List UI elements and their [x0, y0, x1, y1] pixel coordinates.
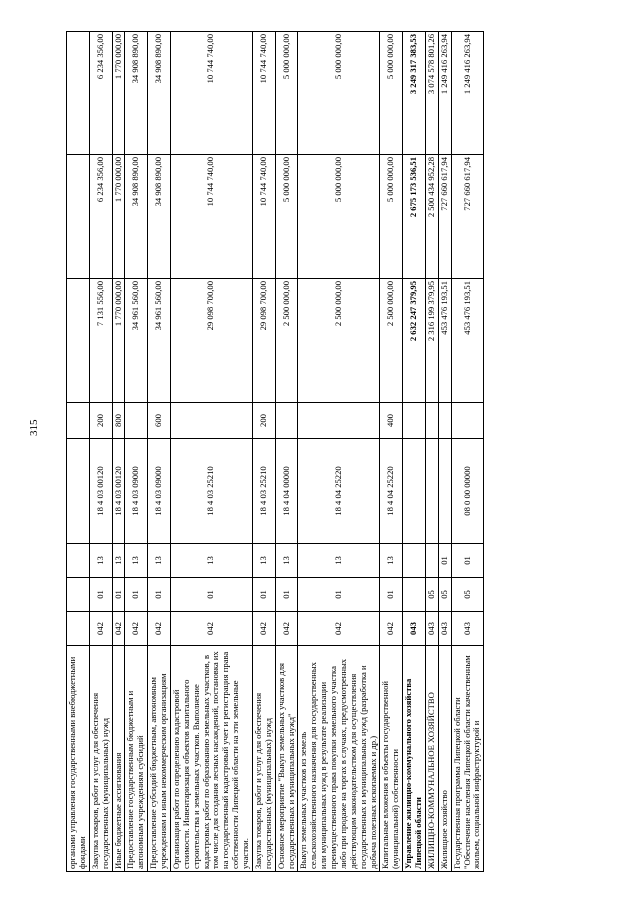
table-row: [252, 32, 275, 872]
ministry-code-cell: 042: [112, 612, 125, 646]
amount-year2-cell: 5 000 000,00: [380, 155, 403, 279]
amount-year3-cell: 10 744 740,00: [170, 32, 252, 155]
amount-year1-cell: 7 131 556,00: [89, 279, 112, 403]
table-row: [380, 32, 403, 872]
row-name-cell: Жилищное хозяйство: [438, 646, 451, 872]
row-name-cell: Организация работ по определению кадастровой стоимости. Инвентаризация объектов капитального строительства и земельных участков. Выполнение кадастровых работ по образованию земельных участков, в том числе для создания лесных насаждений, постановка их на государственный кадастровый учет и регистрация права собственности Липецкой области на эти земельные участки.: [170, 646, 252, 872]
amount-year3-cell: 5 000 000,00: [275, 32, 298, 155]
ministry-code-cell: 042: [252, 612, 275, 646]
subsection-cell: [67, 544, 90, 578]
target-article-cell: 18 4 03 00120: [89, 439, 112, 544]
section-cell: 01: [148, 578, 171, 612]
amount-year1-cell: [67, 279, 90, 403]
expense-type-cell: [67, 403, 90, 439]
table-row: [451, 32, 484, 872]
section-cell: 05: [438, 578, 451, 612]
amount-year1-cell: 453 476 193,51: [438, 279, 451, 403]
amount-year3-cell: [67, 32, 90, 155]
amount-year2-cell: 34 908 890,00: [125, 155, 148, 279]
expense-type-cell: 800: [112, 403, 125, 439]
table-row: [298, 32, 380, 872]
ministry-code-cell: 043: [403, 612, 426, 646]
expense-type-cell: [451, 403, 484, 439]
section-cell: 01: [252, 578, 275, 612]
ministry-code-cell: 042: [275, 612, 298, 646]
ministry-code-cell: 042: [125, 612, 148, 646]
row-name-cell: органами управления государственными внебюджетными фондами: [67, 646, 90, 872]
amount-year3-cell: 1 249 416 263,94: [451, 32, 484, 155]
target-article-cell: 18 4 03 25210: [170, 439, 252, 544]
amount-year2-cell: [67, 155, 90, 279]
table-row: [125, 32, 148, 872]
target-article-cell: 18 4 03 25210: [252, 439, 275, 544]
amount-year1-cell: 2 500 000,00: [275, 279, 298, 403]
row-name-cell: Закупка товаров, работ и услуг для обеспечения государственных (муниципальных) нужд: [89, 646, 112, 872]
budget-table-body: [67, 32, 484, 872]
amount-year1-cell: 453 476 193,51: [451, 279, 484, 403]
section-cell: 05: [425, 578, 438, 612]
expense-type-cell: 600: [148, 403, 171, 439]
table-row: [112, 32, 125, 872]
amount-year2-cell: 1 770 000,00: [112, 155, 125, 279]
amount-year1-cell: 2 500 000,00: [298, 279, 380, 403]
section-cell: 01: [112, 578, 125, 612]
section-cell: 05: [451, 578, 484, 612]
amount-year3-cell: 34 908 890,00: [148, 32, 171, 155]
subsection-cell: 13: [148, 544, 171, 578]
ministry-code-cell: 043: [425, 612, 438, 646]
row-name-cell: Выкуп земельных участков из земель сельскохозяйственного назначения для государственных или муниципальных нужд в результате реализации преимущественного права покупки земельного участка либо при продаже на торгах в случаях, предусмотренных действующим законодательством для осуществления государственных и муниципальных нужд (разработка и добыча полезных ископаемых и др.): [298, 646, 380, 872]
amount-year1-cell: 2 316 199 379,95: [425, 279, 438, 403]
expense-type-cell: 400: [380, 403, 403, 439]
expense-type-cell: [425, 403, 438, 439]
budget-table: [66, 31, 484, 872]
subsection-cell: 13: [170, 544, 252, 578]
table-row: [170, 32, 252, 872]
amount-year1-cell: 34 961 560,00: [125, 279, 148, 403]
target-article-cell: 18 4 04 25220: [298, 439, 380, 544]
amount-year3-cell: 1 770 000,00: [112, 32, 125, 155]
amount-year1-cell: 2 500 000,00: [380, 279, 403, 403]
section-cell: 01: [125, 578, 148, 612]
row-name-cell: Закупка товаров, работ и услуг для обеспечения государственных (муниципальных) нужд: [252, 646, 275, 872]
subsection-cell: 13: [89, 544, 112, 578]
table-row: [438, 32, 451, 872]
expense-type-cell: [298, 403, 380, 439]
amount-year1-cell: 29 098 700,00: [252, 279, 275, 403]
ministry-code-cell: 042: [380, 612, 403, 646]
row-name-cell: Предоставление государственным бюджетным и автономным учреждениям субсидий: [125, 646, 148, 872]
table-row: [67, 32, 90, 872]
row-name-cell: Государственная программа Липецкой области "Обеспечение населения Липецкой области качественным жильем, социальной инфраструктурой и: [451, 646, 484, 872]
amount-year1-cell: 1 770 000,00: [112, 279, 125, 403]
ministry-code-cell: 042: [89, 612, 112, 646]
expense-type-cell: [438, 403, 451, 439]
expense-type-cell: [275, 403, 298, 439]
amount-year2-cell: 5 000 000,00: [298, 155, 380, 279]
amount-year2-cell: 2 675 173 536,51: [403, 155, 426, 279]
amount-year2-cell: 10 744 740,00: [252, 155, 275, 279]
section-cell: [67, 578, 90, 612]
amount-year3-cell: 34 908 890,00: [125, 32, 148, 155]
amount-year2-cell: 6 234 356,00: [89, 155, 112, 279]
table-row: [148, 32, 171, 872]
amount-year3-cell: 10 744 740,00: [252, 32, 275, 155]
amount-year3-cell: 5 000 000,00: [380, 32, 403, 155]
subsection-cell: [403, 544, 426, 578]
subsection-cell: 13: [125, 544, 148, 578]
amount-year2-cell: 2 500 434 952,28: [425, 155, 438, 279]
row-name-cell: Управление жилищно-коммунального хозяйства Липецкой области: [403, 646, 426, 872]
subsection-cell: 13: [380, 544, 403, 578]
subsection-cell: [425, 544, 438, 578]
table-row: [275, 32, 298, 872]
page-number: 315: [28, 419, 40, 436]
amount-year3-cell: 1 249 416 263,94: [438, 32, 451, 155]
section-cell: [403, 578, 426, 612]
ministry-code-cell: 042: [298, 612, 380, 646]
row-name-cell: Капитальные вложения в объекты государственной (муниципальной) собственности: [380, 646, 403, 872]
target-article-cell: [67, 439, 90, 544]
rotated-budget-table-wrapper: [66, 32, 594, 872]
section-cell: 01: [298, 578, 380, 612]
expense-type-cell: 200: [252, 403, 275, 439]
row-name-cell: Основное мероприятие "Выкуп земельных участков для государственных и муниципальных нужд": [275, 646, 298, 872]
ministry-code-cell: 042: [148, 612, 171, 646]
target-article-cell: [438, 439, 451, 544]
ministry-code-cell: [67, 612, 90, 646]
section-cell: 01: [89, 578, 112, 612]
target-article-cell: [403, 439, 426, 544]
amount-year2-cell: 727 660 617,94: [438, 155, 451, 279]
target-article-cell: 18 4 03 09000: [148, 439, 171, 544]
target-article-cell: 18 4 04 00000: [275, 439, 298, 544]
amount-year2-cell: 727 660 617,94: [451, 155, 484, 279]
row-name-cell: Предоставление субсидий бюджетным, автономным учреждениям и иным некоммерческим организациям: [148, 646, 171, 872]
target-article-cell: 18 4 04 25220: [380, 439, 403, 544]
amount-year2-cell: 5 000 000,00: [275, 155, 298, 279]
target-article-cell: 18 4 03 09000: [125, 439, 148, 544]
row-name-cell: Иные бюджетные ассигнования: [112, 646, 125, 872]
table-row: [89, 32, 112, 872]
expense-type-cell: [170, 403, 252, 439]
amount-year3-cell: 6 234 356,00: [89, 32, 112, 155]
subsection-cell: 13: [252, 544, 275, 578]
section-cell: 01: [275, 578, 298, 612]
subsection-cell: 13: [112, 544, 125, 578]
ministry-code-cell: 043: [451, 612, 484, 646]
expense-type-cell: [125, 403, 148, 439]
expense-type-cell: 200: [89, 403, 112, 439]
subsection-cell: 13: [275, 544, 298, 578]
amount-year3-cell: 3 249 317 383,53: [403, 32, 426, 155]
amount-year2-cell: 34 908 890,00: [148, 155, 171, 279]
amount-year3-cell: 5 000 000,00: [298, 32, 380, 155]
amount-year1-cell: 29 098 700,00: [170, 279, 252, 403]
target-article-cell: [425, 439, 438, 544]
amount-year1-cell: 34 961 560,00: [148, 279, 171, 403]
target-article-cell: 08 0 00 00000: [451, 439, 484, 544]
amount-year1-cell: 2 632 247 379,95: [403, 279, 426, 403]
section-cell: 01: [170, 578, 252, 612]
amount-year2-cell: 10 744 740,00: [170, 155, 252, 279]
target-article-cell: 18 4 03 00120: [112, 439, 125, 544]
section-cell: 01: [380, 578, 403, 612]
row-name-cell: ЖИЛИЩНО-КОММУНАЛЬНОЕ ХОЗЯЙСТВО: [425, 646, 438, 872]
ministry-code-cell: 043: [438, 612, 451, 646]
table-row: [403, 32, 426, 872]
subsection-cell: 01: [438, 544, 451, 578]
subsection-cell: 01: [451, 544, 484, 578]
table-row: [425, 32, 438, 872]
ministry-code-cell: 042: [170, 612, 252, 646]
subsection-cell: 13: [298, 544, 380, 578]
amount-year3-cell: 3 074 578 801,26: [425, 32, 438, 155]
expense-type-cell: [403, 403, 426, 439]
